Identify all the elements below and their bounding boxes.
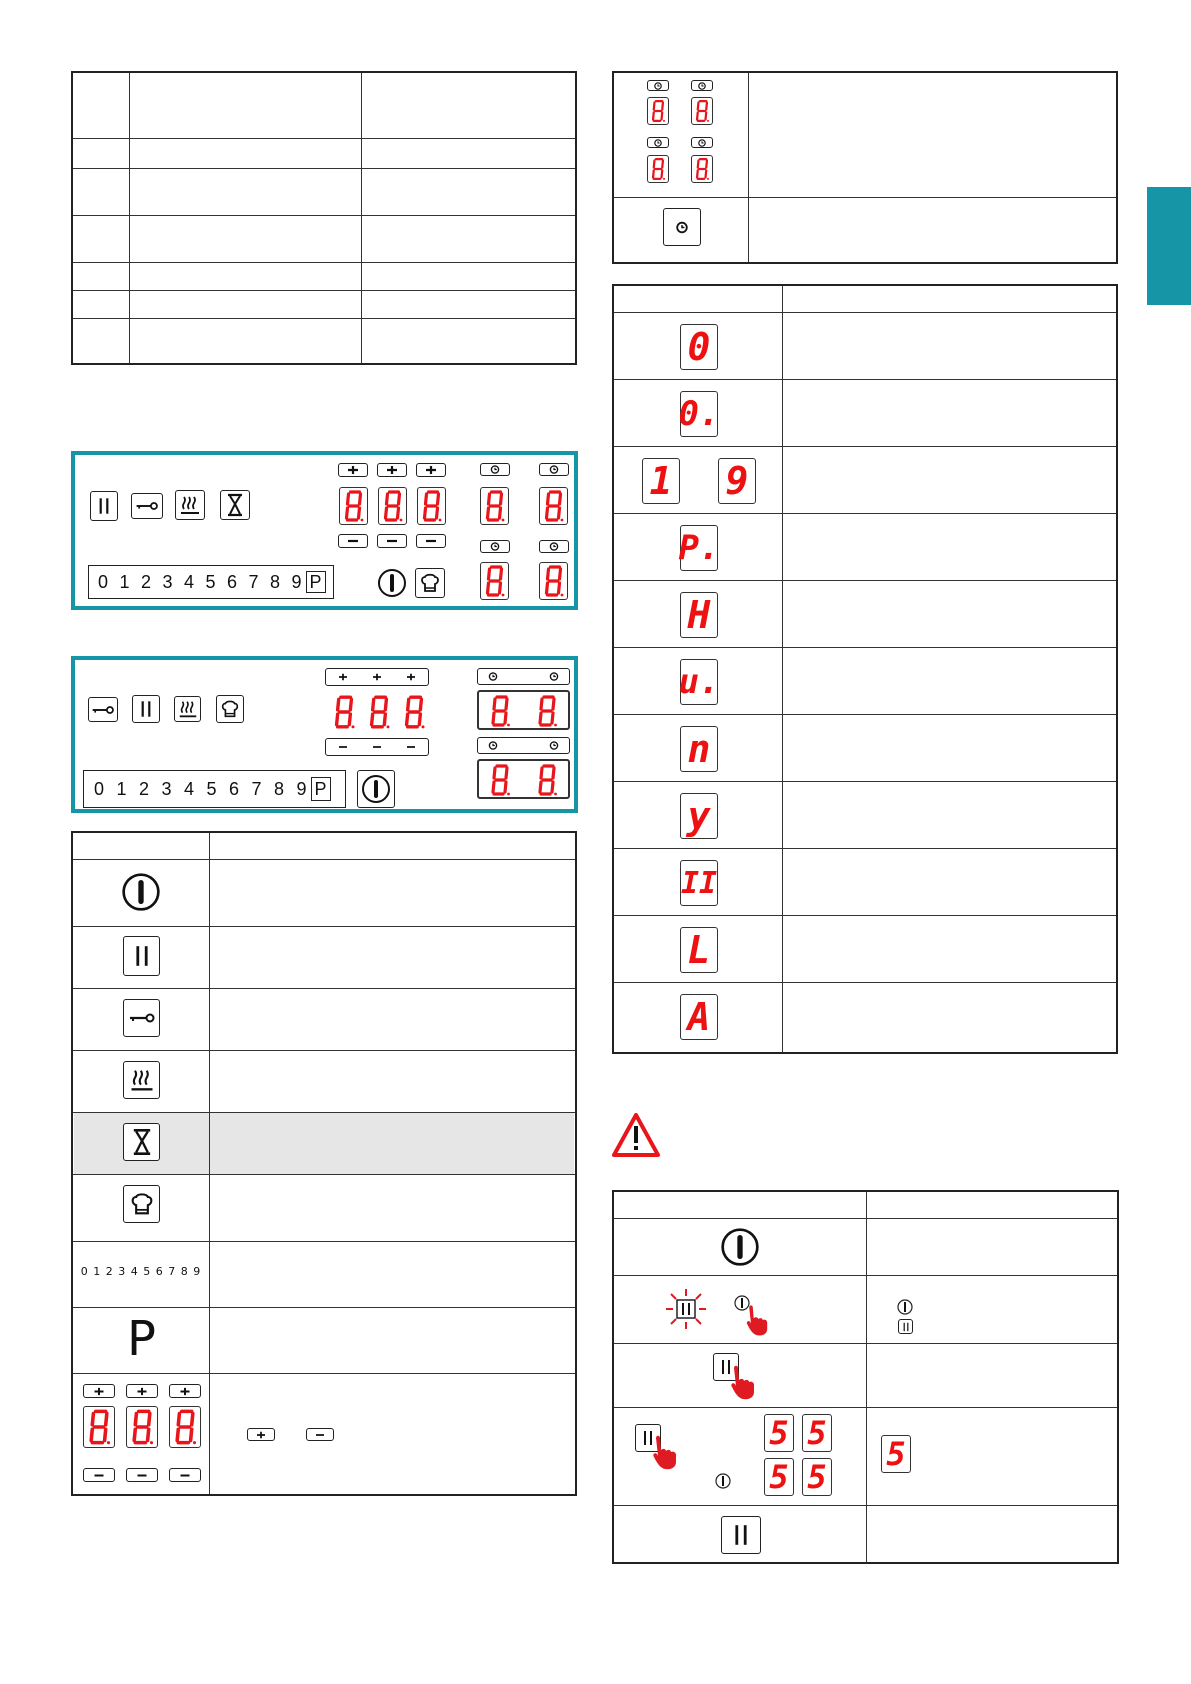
clock-icon (545, 671, 563, 682)
timer-digit (691, 97, 713, 125)
display-char-0: 0 (680, 324, 718, 370)
scale-4: 4 (184, 778, 195, 799)
display-5: 5 (764, 1458, 794, 1496)
timer-hourglass-icon (223, 493, 247, 517)
clock-icon (647, 137, 669, 148)
scale-4: 4 (184, 571, 195, 592)
timer-clock-button-2[interactable] (539, 463, 569, 476)
plus-button-3[interactable] (416, 463, 446, 477)
minus-icon (369, 741, 385, 753)
chef-hat-icon (219, 698, 241, 720)
clock-icon (647, 80, 669, 91)
plus-icon (403, 671, 419, 683)
hand-press-icon (648, 1432, 688, 1476)
minus-button-3[interactable] (416, 534, 446, 548)
timer-clock-bar-top[interactable] (477, 668, 570, 685)
timer-display-2 (539, 487, 568, 525)
minus-icon (343, 535, 363, 547)
power-slider-scale[interactable] (88, 565, 334, 599)
symbol-table (71, 831, 577, 1496)
power-slider-scale[interactable] (83, 770, 346, 808)
plus-icon (343, 464, 363, 476)
power-display-1 (339, 487, 368, 525)
pause-icon (135, 698, 157, 720)
control-panel-1 (71, 451, 578, 610)
clock-icon (663, 208, 701, 246)
pause-procedure-table (612, 1190, 1119, 1564)
hand-press-icon (726, 1362, 766, 1406)
chef-hat-icon (418, 571, 442, 595)
minus-button-2[interactable] (377, 534, 407, 548)
display-char-0-dot: 0. (680, 391, 718, 437)
timer-display-1 (480, 487, 509, 525)
plus-button-1[interactable] (338, 463, 368, 477)
display-char-y: y (680, 793, 718, 839)
display-char-n: n (680, 726, 718, 772)
display-5-result: 5 (881, 1435, 911, 1473)
display-char-9: 9 (718, 458, 756, 504)
clock-icon (545, 541, 563, 552)
display-char-a: A (680, 994, 718, 1040)
chef-button[interactable] (216, 695, 244, 723)
scale-9: 9 (296, 778, 307, 799)
chef-hat-icon (123, 1185, 160, 1223)
power-button[interactable] (377, 568, 407, 602)
minus-icon (382, 535, 402, 547)
scale-p: P (306, 571, 326, 593)
timer-digit (691, 155, 713, 183)
clock-icon (691, 80, 713, 91)
clock-icon (486, 464, 504, 475)
power-icon (720, 1227, 760, 1271)
timer-button[interactable] (220, 490, 250, 520)
clock-icon (545, 740, 563, 751)
timer-clock-bar-bottom[interactable] (477, 737, 570, 754)
scale-7: 7 (251, 778, 262, 799)
scale-p: P (311, 777, 331, 801)
program-letter: P (127, 1311, 156, 1367)
scale-1: 1 (116, 778, 127, 799)
display-char-u: u. (680, 659, 718, 705)
plus-icon (247, 1428, 275, 1441)
power-button[interactable] (357, 770, 395, 808)
timer-clock-button-3[interactable] (480, 540, 510, 553)
clock-icon (486, 541, 504, 552)
pause-icon (123, 936, 160, 976)
display-5: 5 (802, 1458, 832, 1496)
minus-icon (306, 1428, 334, 1441)
scale-1: 1 (119, 571, 130, 592)
keep-warm-icon (123, 1061, 160, 1099)
plus-button-2[interactable] (377, 463, 407, 477)
keep-warm-button[interactable] (175, 490, 205, 520)
display-char-ii: II (680, 860, 718, 906)
minus-icon (335, 741, 351, 753)
minus-icon (421, 535, 441, 547)
scale-6: 6 (227, 571, 238, 592)
timer-hourglass-icon (123, 1123, 160, 1161)
timer-digit (647, 155, 669, 183)
display-table (612, 284, 1118, 1054)
clock-icon (484, 671, 502, 682)
scale-6: 6 (229, 778, 240, 799)
chef-button[interactable] (415, 568, 445, 598)
scale-9: 9 (291, 571, 302, 592)
timer-display-bottom (477, 759, 570, 799)
hand-press-icon (742, 1302, 778, 1342)
pause-button[interactable] (90, 491, 118, 521)
section-tab (1147, 187, 1191, 305)
pause-icon (721, 1516, 761, 1554)
keep-warm-button[interactable] (174, 696, 201, 722)
power-display-2 (378, 487, 407, 525)
keep-warm-icon (178, 493, 202, 517)
pause-icon (93, 495, 115, 517)
plus-icon (369, 671, 385, 683)
scale-0: 0 (94, 778, 105, 799)
key-lock-button[interactable] (131, 493, 163, 519)
plus-icon (335, 671, 351, 683)
scale-3: 3 (161, 778, 172, 799)
plus-minus-display-icon (81, 1384, 203, 1488)
pause-blink-icon (664, 1287, 708, 1331)
top-left-table (71, 71, 577, 365)
timer-table (612, 71, 1118, 264)
warning-icon (611, 1112, 661, 1162)
timer-display-4 (539, 562, 568, 600)
power-small-icon (897, 1299, 913, 1319)
timer-clock-button-4[interactable] (539, 540, 569, 553)
key-lock-icon (134, 497, 160, 515)
key-lock-icon (123, 999, 160, 1037)
clock-icon (691, 137, 713, 148)
display-char-p: P. (680, 525, 718, 571)
power-small-icon (715, 1473, 731, 1493)
scale-5: 5 (205, 571, 216, 592)
pause-button[interactable] (132, 695, 160, 723)
display-5: 5 (764, 1414, 794, 1452)
plus-icon (421, 464, 441, 476)
scale-5: 5 (206, 778, 217, 799)
clock-icon (545, 464, 563, 475)
timer-clock-button-1[interactable] (480, 463, 510, 476)
display-char-1: 1 (642, 458, 680, 504)
minus-button-1[interactable] (338, 534, 368, 548)
pause-small-icon (898, 1319, 913, 1334)
power-scale-text: 0 1 2 3 4 5 6 7 8 9 (80, 1265, 202, 1278)
power-icon (377, 568, 407, 598)
plus-icon (382, 464, 402, 476)
timer-display-3 (480, 562, 509, 600)
power-displays (327, 694, 431, 732)
power-icon (121, 872, 161, 916)
minus-bar[interactable] (325, 738, 429, 756)
minus-icon (403, 741, 419, 753)
plus-bar[interactable] (325, 668, 429, 686)
scale-0: 0 (98, 571, 109, 592)
scale-8: 8 (274, 778, 285, 799)
display-5: 5 (802, 1414, 832, 1452)
clock-icon (484, 740, 502, 751)
scale-8: 8 (270, 571, 281, 592)
key-lock-icon (90, 701, 116, 719)
timer-digit (647, 97, 669, 125)
control-panel-2 (71, 656, 578, 813)
power-icon (361, 774, 391, 804)
scale-2: 2 (141, 571, 152, 592)
scale-3: 3 (162, 571, 173, 592)
scale-7: 7 (248, 571, 259, 592)
display-char-l: L (680, 927, 718, 973)
timer-display-top (477, 690, 570, 730)
display-char-h: H (680, 592, 718, 638)
keep-warm-icon (177, 698, 199, 720)
key-lock-button[interactable] (88, 697, 118, 722)
power-display-3 (417, 487, 446, 525)
scale-2: 2 (139, 778, 150, 799)
